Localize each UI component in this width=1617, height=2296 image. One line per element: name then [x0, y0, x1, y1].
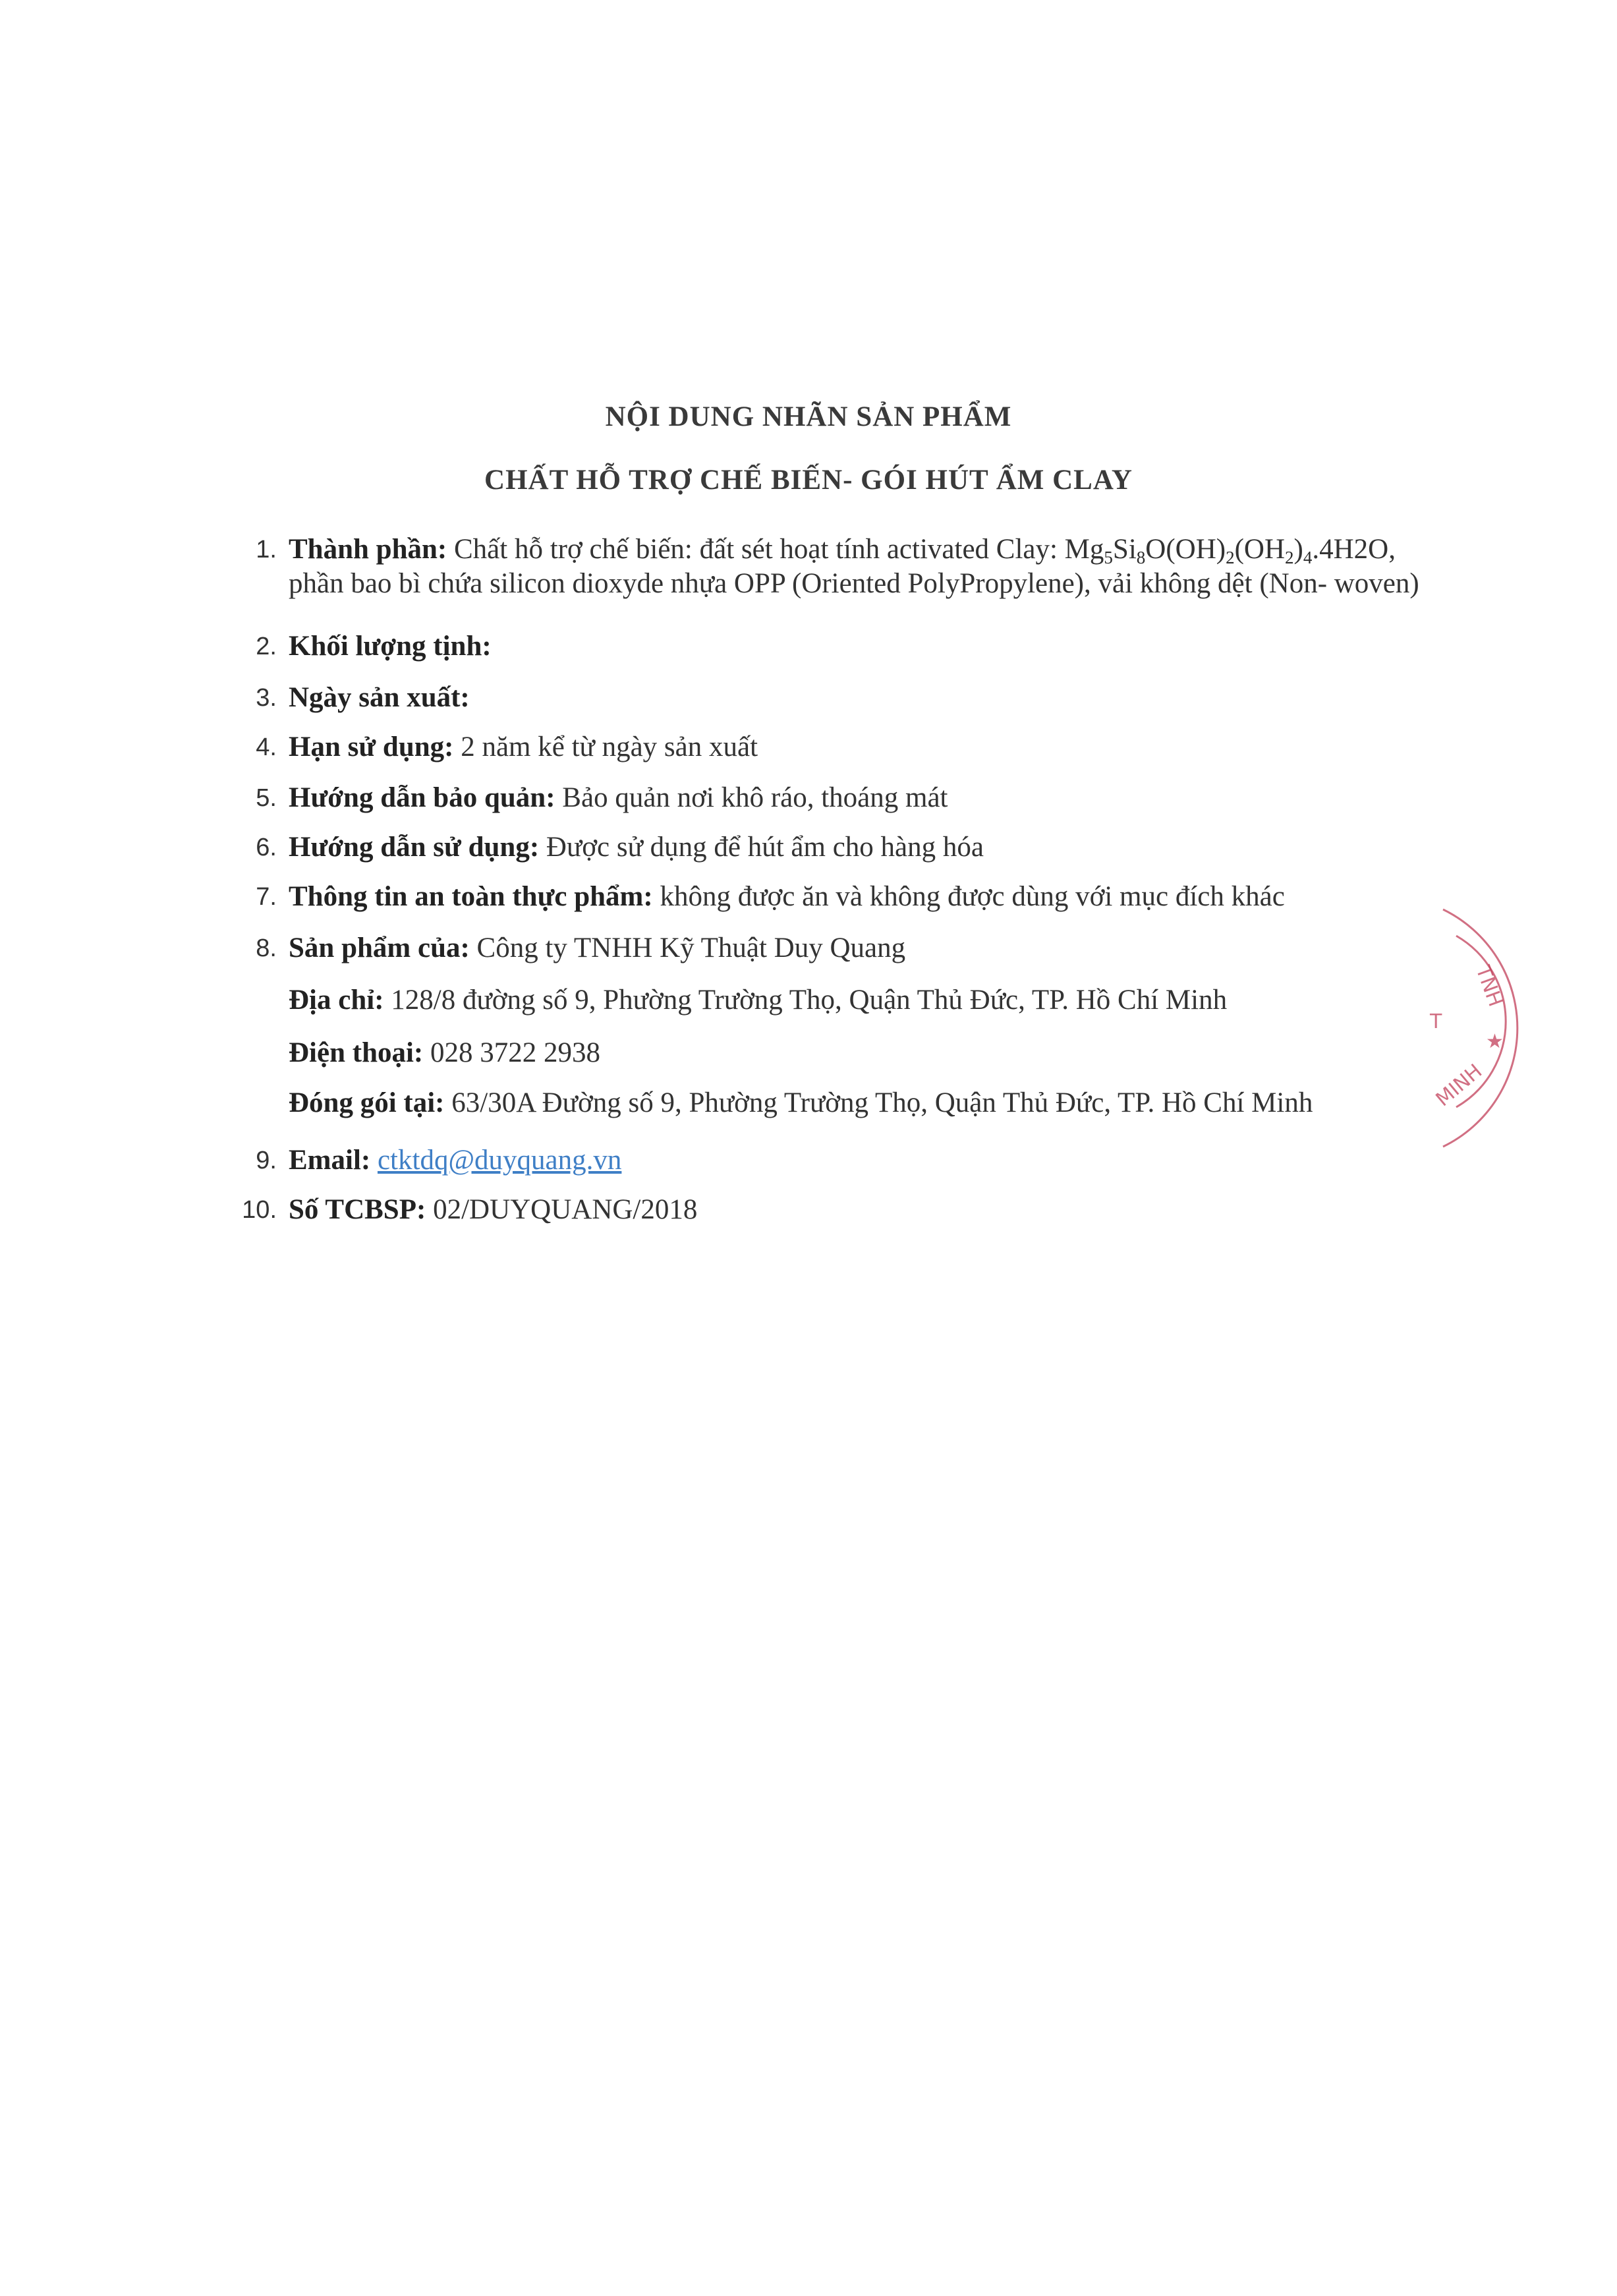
- item-number: 7.: [256, 883, 277, 911]
- email-link[interactable]: ctktdq@duyquang.vn: [377, 1145, 622, 1176]
- item-value: Bảo quản nơi khô ráo, thoáng mát: [555, 782, 948, 813]
- item-label: Hướng dẫn bảo quản:: [289, 782, 555, 813]
- item-label: Đóng gói tại:: [289, 1087, 445, 1118]
- item-label: Khối lượng tịnh:: [289, 631, 492, 662]
- svg-text:T: T: [1430, 1010, 1442, 1033]
- item-number: 8.: [256, 934, 277, 962]
- item-content: [289, 629, 492, 664]
- svg-text:MINH: MINH: [1431, 1060, 1487, 1112]
- item-content: [289, 1143, 621, 1178]
- item-value-line2: phần bao bì chứa silicon dioxyde nhựa OPP (Oriented PolyPropylene), vải không dệt (Non- woven): [289, 568, 1419, 599]
- item-value: 128/8 đường số 9, Phường Trường Thọ, Quận Thủ Đức, TP. Hồ Chí Minh: [383, 985, 1228, 1016]
- document-subtitle: CHẤT HỖ TRỢ CHẾ BIẾN- GÓI HÚT ẨM CLAY: [484, 465, 1133, 496]
- item-value: 02/DUYQUANG/2018: [426, 1194, 698, 1225]
- item-number: 6.: [256, 834, 277, 861]
- item-content: [289, 880, 1285, 914]
- svg-text:★: ★: [1486, 1030, 1504, 1053]
- item-value-f: .4H2O,: [1312, 534, 1396, 565]
- item-label: Ngày sản xuất:: [289, 682, 470, 713]
- item-value-e: ): [1293, 534, 1303, 565]
- item-label: Điện thoại:: [289, 1037, 424, 1068]
- item-number: 2.: [256, 633, 277, 660]
- item-value-c: O(OH): [1145, 534, 1226, 565]
- item-label: Hạn sử dụng:: [289, 732, 454, 762]
- item-value: 028 3722 2938: [423, 1037, 600, 1068]
- item-content: [289, 1193, 697, 1227]
- formula-subscript: 4: [1303, 548, 1313, 567]
- document-title: NỘI DUNG NHÃN SẢN PHẨM: [605, 401, 1012, 432]
- item-value-d: (OH: [1234, 534, 1286, 565]
- item-number: 5.: [256, 784, 277, 812]
- item-label: Thành phần:: [289, 534, 447, 565]
- item-spacer: [370, 1145, 378, 1176]
- item-label: Hướng dẫn sử dụng:: [289, 832, 540, 863]
- item-content: [289, 1086, 1313, 1120]
- item-value: 2 năm kể từ ngày sản xuất: [453, 732, 758, 762]
- item-value-a: Chất hỗ trợ chế biến: đất sét hoạt tính activated Clay: Mg: [454, 534, 1104, 565]
- item-content: [289, 681, 470, 715]
- item-value: 63/30A Đường số 9, Phường Trường Thọ, Quận Thủ Đức, TP. Hồ Chí Minh: [444, 1087, 1313, 1118]
- formula-subscript: 8: [1136, 548, 1146, 567]
- item-label: Sản phẩm của:: [289, 933, 470, 963]
- item-value: Công ty TNHH Kỹ Thuật Duy Quang: [469, 933, 906, 963]
- item-content: [289, 830, 984, 865]
- item-value: không được ăn và không được dùng với mục đích khác: [652, 881, 1285, 912]
- company-seal-stamp: [1417, 896, 1548, 1160]
- item-label: Địa chỉ:: [289, 985, 384, 1016]
- item-number: 1.: [256, 536, 277, 563]
- item-content: [289, 931, 905, 965]
- item-number: 10.: [242, 1196, 277, 1224]
- item-value-b: Si: [1112, 534, 1137, 565]
- item-content: [289, 730, 758, 764]
- item-number: 3.: [256, 684, 277, 712]
- svg-text:TNH: TNH: [1471, 962, 1508, 1010]
- item-number: 4.: [256, 733, 277, 761]
- item-value: Được sử dụng để hút ẩm cho hàng hóa: [539, 832, 984, 863]
- item-label: Số TCBSP:: [289, 1194, 426, 1225]
- item-content: [289, 781, 948, 815]
- formula-subscript: 5: [1104, 548, 1113, 567]
- formula-subscript: 2: [1226, 548, 1235, 567]
- item-content: [289, 983, 1227, 1018]
- item-number: 9.: [256, 1147, 277, 1174]
- item-content: [289, 1036, 600, 1070]
- formula-subscript: 2: [1285, 548, 1294, 567]
- item-label: Email:: [289, 1145, 371, 1176]
- item-label: Thông tin an toàn thực phẩm:: [289, 881, 653, 912]
